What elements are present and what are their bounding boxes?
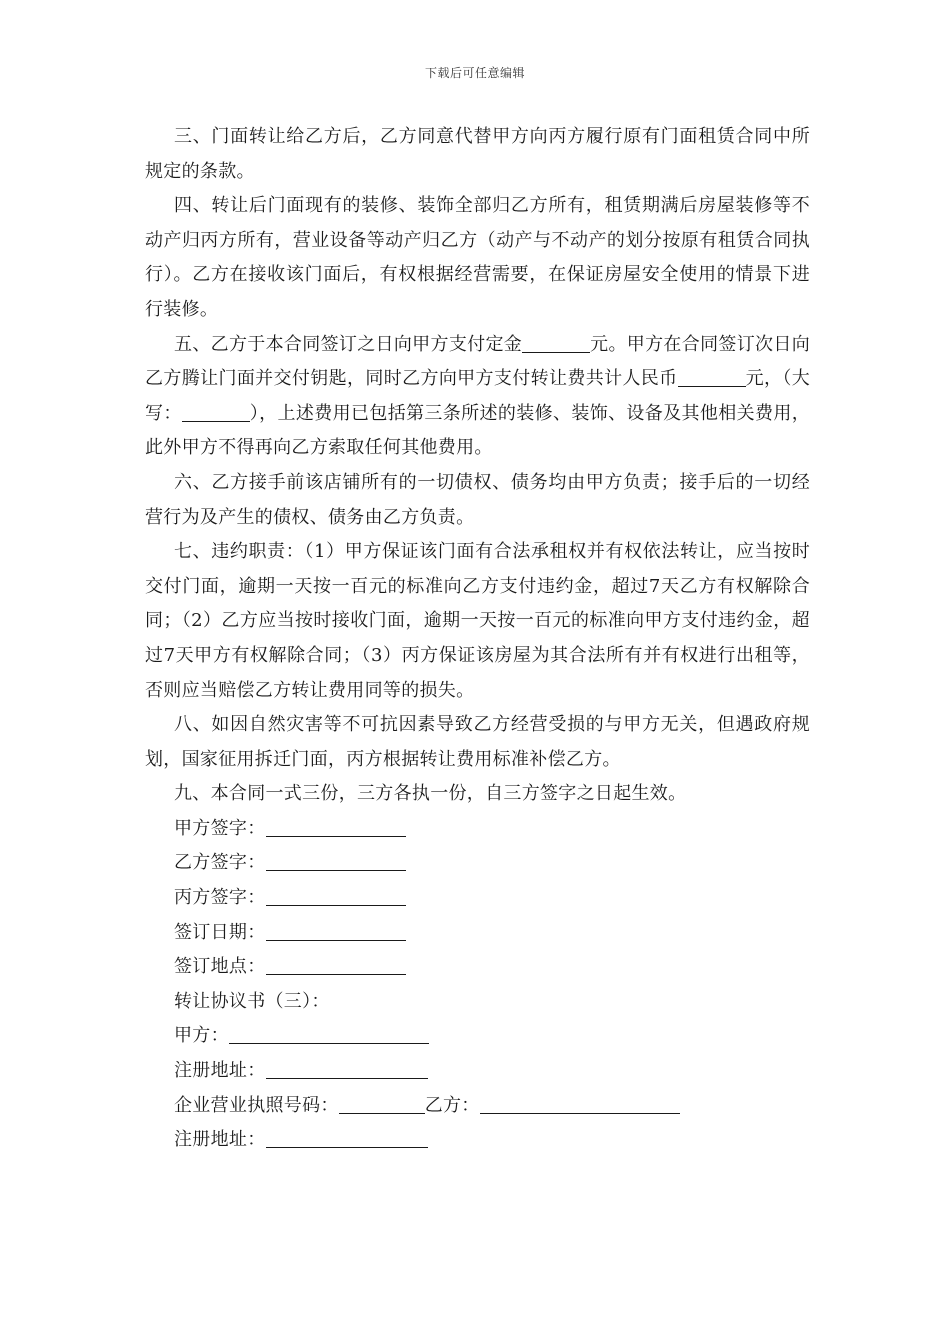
- clause-5-part-b: 元。甲方在合同签订次日向乙方腾让门面并交付钥匙，同时乙方向甲方支付转让费共计人民币: [145, 333, 810, 390]
- transfer-fee-words-blank[interactable]: [182, 401, 250, 422]
- agreement-3-reg-address: [145, 1054, 810, 1089]
- signature-yi-blank[interactable]: [266, 850, 406, 871]
- reg-address-2-blank[interactable]: [266, 1127, 428, 1148]
- signing-place: [145, 950, 810, 985]
- signature-jia-label: 甲方签字：: [174, 817, 266, 839]
- signature-bing: [145, 881, 810, 916]
- reg-address-2-label: 注册地址：: [174, 1129, 266, 1151]
- clause-6: 六、乙方接手前该店铺所有的一切债权、债务均由甲方负责；接手后的一切经营行为及产生的债权、债务由乙方负责。: [145, 471, 810, 528]
- license-label: 企业营业执照号码：: [174, 1094, 339, 1116]
- reg-address-label: 注册地址：: [174, 1060, 266, 1082]
- agreement-3-reg-address-2: [145, 1123, 810, 1158]
- clause-4: 四、转让后门面现有的装修、装饰全部归乙方所有，租赁期满后房屋装修等不动产归丙方所有，营业设备等动产归乙方（动产与不动产的划分按原有租赁合同执行）。乙方在接收该门面后，有权根据经营需要，在保证房屋安全使用的情景下进行装修。: [145, 195, 810, 320]
- document-body: [145, 120, 810, 1158]
- transfer-fee-blank[interactable]: [678, 366, 746, 387]
- clause-5-part-c: 元，（大写：: [145, 368, 811, 424]
- party-b-blank[interactable]: [480, 1093, 680, 1114]
- signing-place-blank[interactable]: [266, 954, 406, 975]
- signing-place-label: 签订地点：: [174, 956, 266, 978]
- signature-bing-blank[interactable]: [266, 885, 406, 906]
- signing-date: [145, 916, 810, 951]
- signature-jia-blank[interactable]: [266, 816, 406, 837]
- clause-7: 七、违约职责：（1）甲方保证该门面有合法承租权并有权依法转让，应当按时交付门面，逾期一天按一百元的标准向乙方支付违约金，超过7天乙方有权解除合同；（2）乙方应当按时接收门面，逾期一天按一百元的标准向甲方支付违约金，超过7天甲方有权解除合同；（3）丙方保证该房屋为其合法所有并有权进行出租等，否则应当赔偿乙方转让费用同等的损失。: [145, 541, 810, 701]
- signature-jia: [145, 812, 810, 847]
- reg-address-blank[interactable]: [266, 1058, 428, 1079]
- agreement-3-party-a: [145, 1019, 810, 1054]
- license-blank[interactable]: [339, 1093, 425, 1114]
- clause-9: 九、本合同一式三份，三方各执一份，自三方签字之日起生效。: [174, 783, 687, 805]
- signature-bing-label: 丙方签字：: [174, 887, 266, 909]
- clause-3: 三、门面转让给乙方后，乙方同意代替甲方向丙方履行原有门面租赁合同中所规定的条款。: [145, 126, 810, 182]
- agreement-3-title: 转让协议书（三）：: [174, 990, 330, 1012]
- signature-yi-label: 乙方签字：: [174, 852, 266, 874]
- clause-5: [145, 328, 810, 466]
- signature-yi: [145, 846, 810, 881]
- signing-date-blank[interactable]: [266, 920, 406, 941]
- party-a-label: 甲方：: [174, 1025, 229, 1047]
- party-b-label: 乙方：: [424, 1094, 480, 1116]
- party-a-blank[interactable]: [229, 1023, 429, 1044]
- clause-5-part-a: 五、乙方于本合同签订之日向甲方支付定金: [174, 333, 523, 355]
- clause-8: 八、如因自然灾害等不可抗因素导致乙方经营受损的与甲方无关，但遇政府规划，国家征用拆迁门面，丙方根据转让费用标准补偿乙方。: [145, 714, 810, 770]
- page-header: 下载后可任意编辑: [424, 66, 525, 80]
- deposit-blank[interactable]: [522, 332, 590, 353]
- clause-5-part-d: ），上述费用已包括第三条所述的装修、装饰、设备及其他相关费用，此外甲方不得再向乙方索取任何其他费用。: [145, 402, 810, 459]
- agreement-3-license: [145, 1089, 810, 1124]
- signing-date-label: 签订日期：: [174, 921, 266, 943]
